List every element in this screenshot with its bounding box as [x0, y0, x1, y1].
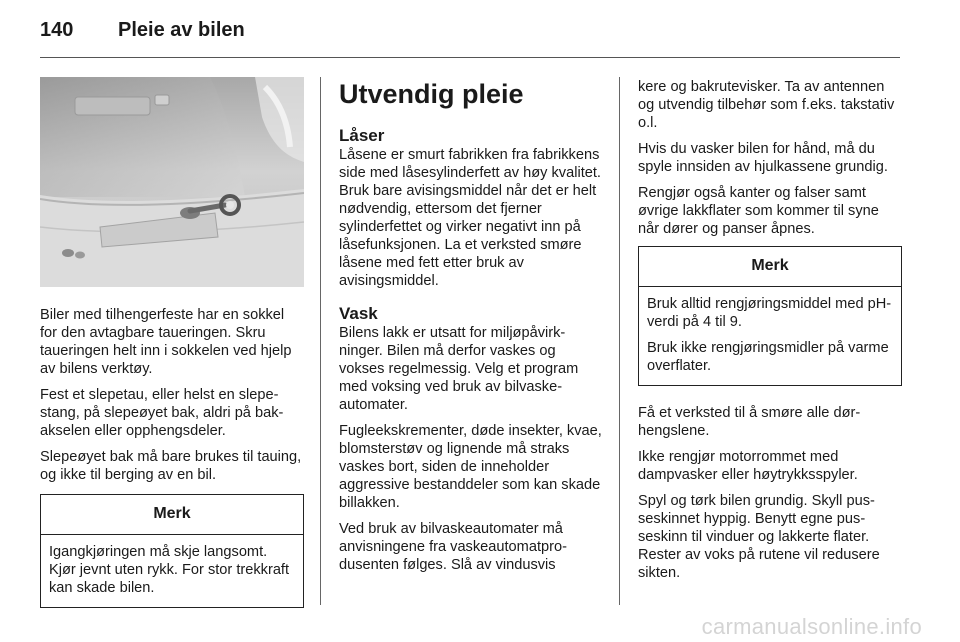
note-text: Igangkjøringen må skje langsomt. Kjør jevnt uten rykk. For stor trekkraft kan skade bilen.: [49, 544, 290, 596]
column-3: [638, 78, 902, 590]
paragraph: Slepeøyet bak må bare brukes til tauing, og ikke til berging av en bil.: [40, 449, 302, 483]
paragraph: Spyl og tørk bilen grundig. Skyll pusseskinnet hyppig. Benytt egne pusseskinn til vinduer og lakkerte flater. Rester av voks på rutene vil redusere sikten.: [638, 493, 880, 581]
paragraph: Biler med tilhengerfeste har en sokkel for den avtagbare taueringen. Skru taueringen helt inn i sokkelen ved hjelp av bilens verktøy.: [40, 307, 292, 377]
column-1: [40, 306, 304, 626]
note-text: Bruk ikke rengjøringsmidler på varme overflater.: [647, 340, 889, 374]
paragraph: Fest et slepetau, eller helst en slepestang, på slepeøyet bak, aldri på bakakselen eller opphengsdeler.: [40, 387, 284, 439]
column-2: [339, 78, 604, 582]
note-body: [639, 287, 901, 385]
paragraph: kere og bakrutevisker. Ta av antennen og utvendig tilbehør som f.eks. takstativ o.l.: [638, 79, 895, 131]
rear-bumper-illustration: [40, 77, 304, 287]
note-body: [41, 535, 303, 607]
note-text: Bruk alltid rengjøringsmiddel med pH-verdi på 4 til 9.: [647, 296, 892, 330]
note-box: [638, 246, 902, 386]
section-heading: Utvendig pleie: [339, 79, 524, 109]
paragraph: Hvis du vasker bilen for hånd, må du spyle innsiden av hjulkassene grundig.: [638, 141, 888, 175]
paragraph: Få et verksted til å smøre alle dørhengslene.: [638, 405, 861, 439]
page-number: 140: [40, 19, 74, 41]
note-label: Merk: [41, 495, 303, 535]
paragraph: Fugleekskrementer, døde insekter, kvae, blomsterstøv og lignende må straks vaskes bort, siden de inneholder aggressive bestanddeler som kan skade billakken.: [339, 423, 602, 511]
page-title: Pleie av bilen: [118, 19, 245, 41]
paragraph: Bilens lakk er utsatt for miljøpåvirkninger. Bilen må derfor vaskes og vokses regelmessig. Velg et program med voksing ved bruk av bilvaskeautomater.: [339, 325, 579, 413]
subheading-locks: Låser: [339, 126, 385, 145]
note-box: [40, 494, 304, 608]
header-rule: [40, 57, 900, 58]
paragraph: Ikke rengjør motorrommet med dampvasker eller høytrykksspyler.: [638, 449, 858, 483]
subheading-wash: Vask: [339, 304, 378, 323]
paragraph: Låsene er smurt fabrikken fra fabrikkens side med låsesylinderfett av høy kvalitet. Bruk bare avisingsmiddel når det er helt nødvendig, ettersom det fjerner sylinderfettet og virker negativt inn på låsefunksjonen. La et verksted smøre låsene med fett etter bruk av avisingsmiddel.: [339, 147, 601, 289]
watermark: carmanualsonline.info: [701, 614, 922, 639]
paragraph: Rengjør også kanter og falser samt øvrige lakkflater som kommer til syne når dører og panser åpnes.: [638, 185, 879, 237]
paragraph: Ved bruk av bilvaskeautomater må anvisningene fra vaskeautomatprodusenten følges. Slå av vindusvis: [339, 521, 567, 573]
column-divider-right: [619, 77, 620, 605]
column-divider-left: [320, 77, 321, 605]
note-label: Merk: [639, 247, 901, 287]
